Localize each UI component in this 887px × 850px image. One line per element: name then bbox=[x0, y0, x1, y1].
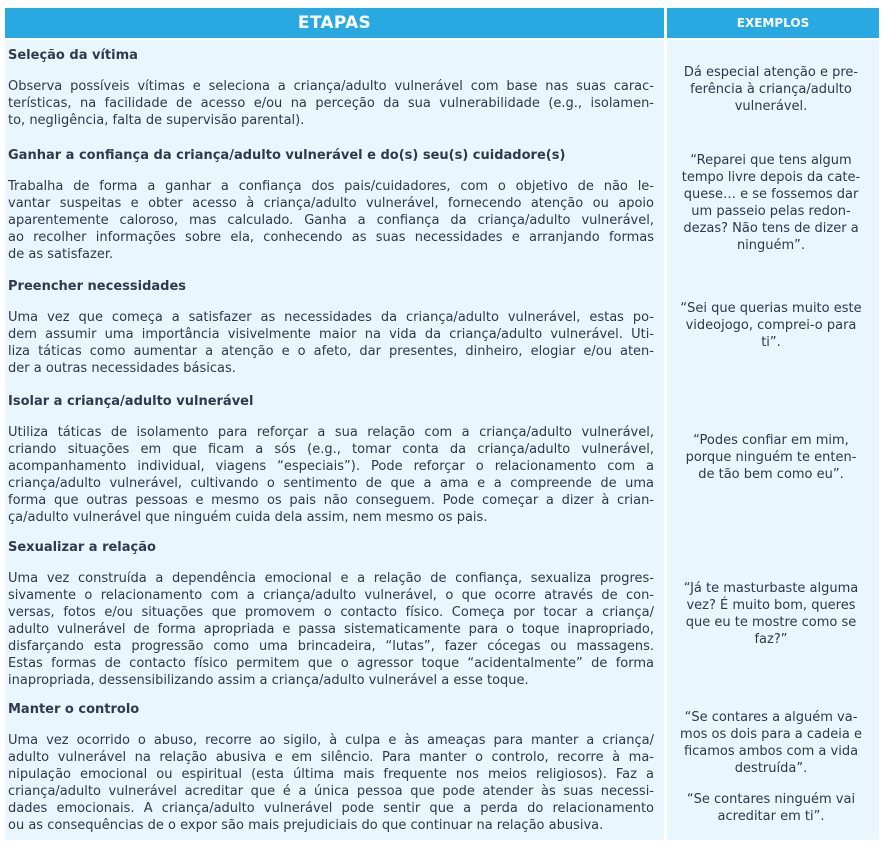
stage-description bbox=[8, 570, 654, 689]
example-line: Dá especial atenção e pre- bbox=[683, 65, 859, 80]
example-line: faz?” bbox=[754, 632, 788, 647]
example-line: ficamos ambos com a vida bbox=[683, 744, 859, 759]
stage-6 bbox=[8, 700, 654, 834]
example-line: que eu te mostre como se bbox=[685, 615, 857, 630]
stage-description-line: Estas formas de contacto físico permitem que o agressor toque “acidentalmente” de forma bbox=[8, 656, 654, 671]
stage-3 bbox=[8, 277, 654, 377]
stage-title: Isolar a criança/adulto vulnerável bbox=[8, 394, 254, 409]
example-line: um passeio pelas redon- bbox=[691, 204, 851, 219]
stage-title: Ganhar a confiança da criança/adulto vulnerável e do(s) seu(s) cuidadore(s) bbox=[8, 148, 566, 163]
stage-description-line: Trabalha de forma a ganhar a confiança dos pais/cuidadores, com o objetivo de não le- bbox=[8, 179, 654, 194]
stage-description-line: criança/adulto vulnerável, cultivando o sentimento de que a ama e a compreende de uma bbox=[8, 476, 654, 491]
stage-description-line: forma que outras pessoas e mesmo os pais não conseguem. Pode começar a dizer à crian- bbox=[8, 493, 654, 508]
example-line: vez? É muito bom, queres bbox=[686, 598, 856, 613]
example-line: “Podes confiar em mim, bbox=[693, 433, 849, 448]
stage-description-line: criando situações em que ficam a sós (e.g., tomar conta da criança/adulto vulnerável, bbox=[8, 442, 654, 457]
stage-description-line: nipulação emocional ou espiritual (esta última mais frequente nos meios religiosos). Faz a bbox=[8, 767, 654, 782]
stage-description-line: adulto vulnerável na relação abusiva e em silêncio. Para manter o controlo, recorre à ma- bbox=[8, 750, 654, 765]
example-6 bbox=[668, 709, 874, 777]
example-line: ninguém”. bbox=[736, 238, 806, 253]
stage-description bbox=[8, 78, 654, 129]
stage-2 bbox=[8, 146, 654, 263]
stage-description-line: liza táticas como aumentar a atenção e o afeto, dar presentes, dinheiro, elogiar e/ou aten- bbox=[8, 344, 654, 359]
stage-5 bbox=[8, 538, 654, 689]
stage-description-line: Uma vez que começa a satisfazer as necessidades da criança/adulto vulnerável, estas po- bbox=[8, 310, 654, 325]
stage-description-line: dem assumir uma importância visivelmente maior na vida da criança/adulto vulnerável. Uti- bbox=[8, 327, 654, 342]
example-line: dezas? Não tens de dizer a bbox=[683, 221, 859, 236]
example-7 bbox=[668, 791, 874, 825]
stage-description-line: to, negligência, falta de supervisão parental). bbox=[8, 113, 305, 128]
stage-description-line: terísticas, na facilidade de acesso e/ou na perceção da sua vulnerabilidade (e.g., isolamen- bbox=[8, 96, 654, 111]
example-line: tempo livre depois da cate- bbox=[681, 170, 861, 185]
stage-description-line: ça/adulto vulnerável que ninguém cuida dela assim, nem mesmo os pais. bbox=[8, 510, 488, 525]
stage-description-line: inapropriada, dessensibilizando assim a criança/adulto vulnerável a esse toque. bbox=[8, 673, 529, 688]
example-line: ferência à criança/adulto bbox=[690, 82, 852, 97]
stage-description-line: dades emocionais. A criança/adulto vulnerável pode sentir que a perda do relacionamento bbox=[8, 801, 654, 816]
example-line: “Sei que querias muito este bbox=[680, 301, 862, 316]
example-line: porque ninguém te enten- bbox=[685, 450, 857, 465]
example-line: “Reparei que tens algum bbox=[690, 153, 852, 168]
stage-title: Sexualizar a relação bbox=[8, 540, 156, 555]
stage-description-line: Observa possíveis vítimas e seleciona a criança/adulto vulnerável com base nas suas carac- bbox=[8, 79, 654, 94]
header-exemplos: EXEMPLOS bbox=[667, 8, 879, 38]
example-3 bbox=[668, 300, 874, 351]
stage-1 bbox=[8, 46, 654, 129]
example-line: mos os dois para a cadeia e bbox=[680, 727, 862, 742]
example-4 bbox=[668, 432, 874, 483]
stage-description-line: Uma vez ocorrido o abuso, recorre ao sigilo, à culpa e às ameaças para manter a criança/ bbox=[8, 733, 654, 748]
stage-description-line: disfarçando esta progressão como uma brincadeira, “lutas”, fazer cócegas ou massagens. bbox=[8, 639, 654, 654]
stage-4 bbox=[8, 392, 654, 526]
example-line: “Se contares ninguém vai bbox=[686, 792, 856, 807]
stage-description bbox=[8, 732, 654, 834]
stage-description-line: Utiliza táticas de isolamento para reforçar a sua relação com a criança/adulto vulnerável, bbox=[8, 425, 654, 440]
example-5 bbox=[668, 580, 874, 648]
stage-description-line: criança/adulto vulnerável acreditar que é a única pessoa que pode atender às suas necessi- bbox=[8, 784, 654, 799]
stage-description-line: aparentemente caloroso, mas calculado. Ganha a confiança da criança/adulto vulnerável, bbox=[8, 213, 654, 228]
example-line: “Já te masturbaste alguma bbox=[683, 581, 859, 596]
stage-description-line: der a outras necessidades básicas. bbox=[8, 361, 236, 376]
stage-title: Manter o controlo bbox=[8, 702, 140, 717]
stage-description-line: ou as consequências de o expor são mais prejudiciais do que continuar na relação abusiva. bbox=[8, 818, 604, 833]
example-line: de tão bem como eu”. bbox=[698, 467, 844, 482]
stage-title: Preencher necessidades bbox=[8, 279, 187, 294]
stage-description-line: adulto vulnerável de forma apropriada e passa sistematicamente para o toque inapropriado, bbox=[8, 622, 654, 637]
example-line: videojogo, comprei-o para bbox=[685, 318, 857, 333]
example-line: destruída”. bbox=[734, 761, 808, 776]
stage-description-line: acompanhamento individual, viagens “especiais”). Pode reforçar o relacionamento com a bbox=[8, 459, 654, 474]
example-line: vulnerável. bbox=[734, 99, 808, 114]
stage-description bbox=[8, 424, 654, 526]
stage-description bbox=[8, 178, 654, 263]
stage-description-line: de as satisfazer. bbox=[8, 247, 114, 262]
example-line: ti”. bbox=[761, 335, 781, 350]
example-line: “Se contares a alguém va- bbox=[684, 710, 858, 725]
example-line: acreditar em ti”. bbox=[717, 809, 825, 824]
example-2 bbox=[668, 152, 874, 254]
stage-description-line: versas, fotos e/ou situações que promovem o contacto físico. Começa por tocar a criança/ bbox=[8, 605, 654, 620]
header-etapas: ETAPAS bbox=[5, 8, 664, 38]
example-1 bbox=[668, 64, 874, 115]
stage-description-line: sivamente o relacionamento com a criança/adulto vulnerável, o que ocorre através de con- bbox=[8, 588, 654, 603]
stage-description bbox=[8, 309, 654, 377]
stage-title: Seleção da vítima bbox=[8, 48, 138, 63]
stage-description-line: vantar suspeitas e obter acesso à criança/adulto vulnerável, fornecendo atenção ou apoio bbox=[8, 196, 654, 211]
stage-description-line: Uma vez construída a dependência emocional e a relação de confiança, sexualiza progres- bbox=[8, 571, 654, 586]
stage-description-line: ao recolher informações sobre ela, conhecendo as suas necessidades e arranjando formas bbox=[8, 230, 654, 245]
example-line: quese… e se fossemos dar bbox=[683, 187, 859, 202]
